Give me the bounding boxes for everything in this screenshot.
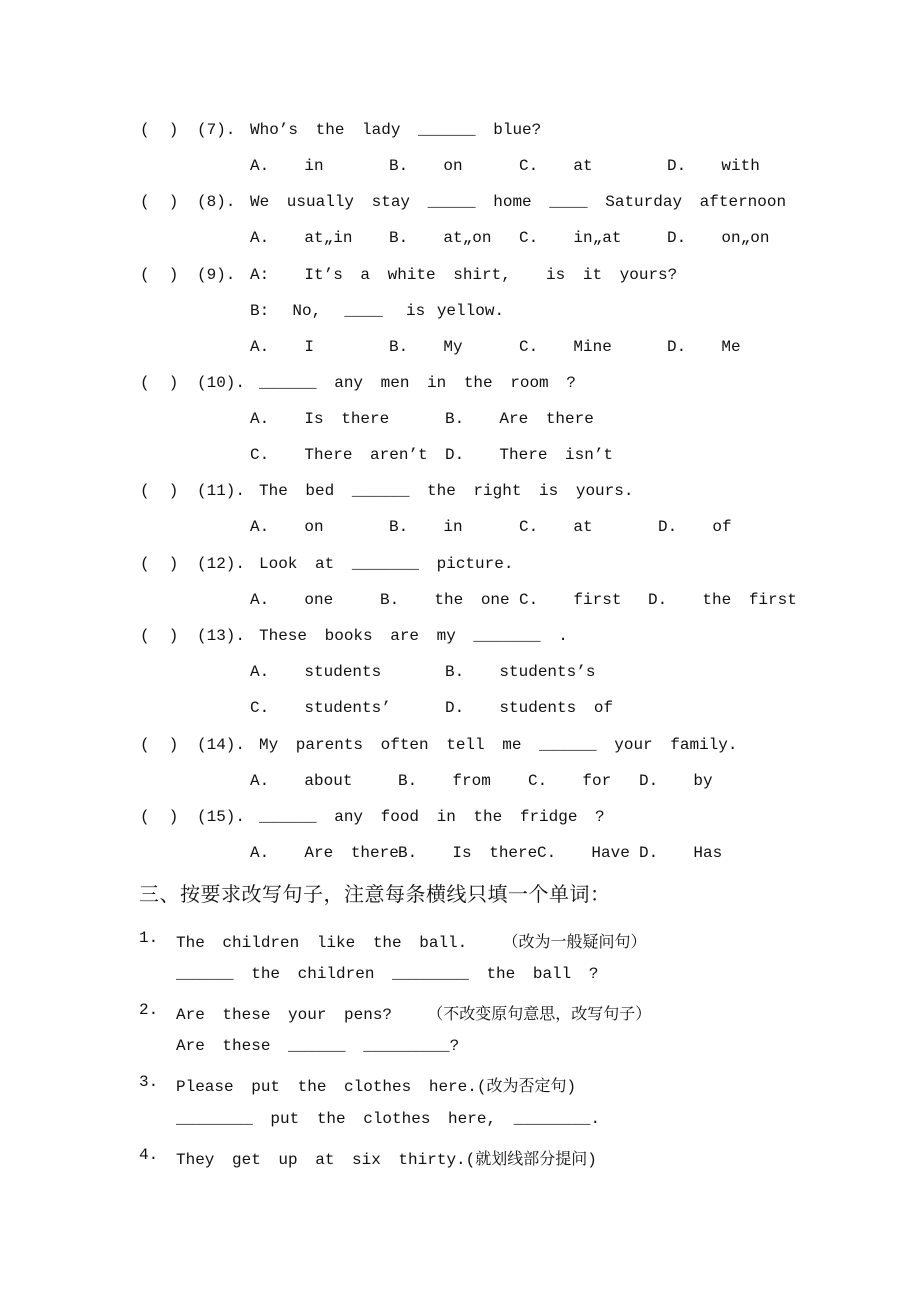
option-c: C. There aren’t <box>250 446 428 464</box>
option-c: C. Have <box>537 844 630 862</box>
question-text: A: It’s a white shirt, is it yours? <box>250 266 678 284</box>
question-text: Look at _______ picture. <box>259 555 514 573</box>
option-c: C. Mine <box>519 338 612 356</box>
question-text-line-2: B: No, ____ is yellow. <box>250 302 505 320</box>
option-d: D. the first <box>648 591 797 609</box>
answer-bracket[interactable]: ( ) <box>140 627 179 645</box>
item-prompt: Please put the clothes here.(改为否定句) <box>176 1078 577 1096</box>
question-number: (13). <box>197 627 246 645</box>
question-text: These books are my _______ . <box>259 627 568 645</box>
question-number: (14). <box>197 736 246 754</box>
answer-bracket[interactable]: ( ) <box>140 121 179 139</box>
item-number: 3. <box>139 1073 159 1091</box>
answer-bracket[interactable]: ( ) <box>140 374 179 392</box>
item-number: 4. <box>139 1146 159 1164</box>
question-number: (8). <box>197 193 236 211</box>
option-b: B. in <box>389 518 463 536</box>
option-d: D. with <box>667 157 760 175</box>
option-d: D. There isn’t <box>445 446 614 464</box>
option-d: D. Me <box>667 338 741 356</box>
option-c: C. in„at <box>519 229 622 247</box>
option-a: A. in <box>250 157 324 175</box>
option-c: C. for <box>528 772 612 790</box>
question-text: Who’s the lady ______ blue? <box>250 121 542 139</box>
item-number: 1. <box>139 929 159 947</box>
option-b: B. students’s <box>445 663 596 681</box>
answer-bracket[interactable]: ( ) <box>140 736 179 754</box>
item-answer-line[interactable]: Are these ______ _________? <box>176 1037 460 1055</box>
question-text: My parents often tell me ______ your family. <box>259 736 738 754</box>
option-c: C. at <box>519 157 593 175</box>
option-c: C. students’ <box>250 699 391 717</box>
question-text: ______ any men in the room ? <box>259 374 576 392</box>
question-number: (10). <box>197 374 246 392</box>
option-b: B. Are there <box>445 410 594 428</box>
item-prompt: They get up at six thirty.(就划线部分提问) <box>176 1151 597 1169</box>
option-c: C. at <box>519 518 593 536</box>
section-title: 三、按要求改写句子，注意每条横线只填一个单词： <box>139 882 611 906</box>
question-number: (9). <box>197 266 236 284</box>
option-b: B. at„on <box>389 229 492 247</box>
option-d: D. by <box>639 772 713 790</box>
item-prompt: Are these your pens? （不改变原句意思，改写句子） <box>176 1006 652 1024</box>
option-b: B. the one <box>380 591 510 609</box>
option-a: A. one <box>250 591 334 609</box>
option-b: B. My <box>389 338 463 356</box>
option-d: D. of <box>658 518 732 536</box>
option-a: A. I <box>250 338 315 356</box>
question-number: (15). <box>197 808 246 826</box>
option-a: A. at„in <box>250 229 353 247</box>
option-a: A. Are there <box>250 844 399 862</box>
answer-bracket[interactable]: ( ) <box>140 808 179 826</box>
answer-bracket[interactable]: ( ) <box>140 555 179 573</box>
option-a: A. on <box>250 518 324 536</box>
answer-bracket[interactable]: ( ) <box>140 266 179 284</box>
option-b: B. from <box>398 772 491 790</box>
question-number: (11). <box>197 482 246 500</box>
item-answer-line[interactable]: ________ put the clothes here, ________. <box>176 1110 601 1128</box>
option-b: B. on <box>389 157 463 175</box>
option-a: A. about <box>250 772 353 790</box>
option-a: A. students <box>250 663 382 681</box>
option-d: D. Has <box>639 844 723 862</box>
option-c: C. first <box>519 591 622 609</box>
question-text: ______ any food in the fridge ? <box>259 808 605 826</box>
question-number: (12). <box>197 555 246 573</box>
question-text: We usually stay _____ home ____ Saturday afternoon <box>250 193 787 211</box>
option-b: B. Is there <box>398 844 538 862</box>
answer-bracket[interactable]: ( ) <box>140 482 179 500</box>
option-d: D. on„on <box>667 229 770 247</box>
question-text: The bed ______ the right is yours. <box>259 482 634 500</box>
item-answer-line[interactable]: ______ the children ________ the ball ? <box>176 965 599 983</box>
option-a: A. Is there <box>250 410 390 428</box>
answer-bracket[interactable]: ( ) <box>140 193 179 211</box>
item-prompt: The children like the ball. （改为一般疑问句） <box>176 934 647 952</box>
option-d: D. students of <box>445 699 614 717</box>
item-number: 2. <box>139 1001 159 1019</box>
question-number: (7). <box>197 121 236 139</box>
